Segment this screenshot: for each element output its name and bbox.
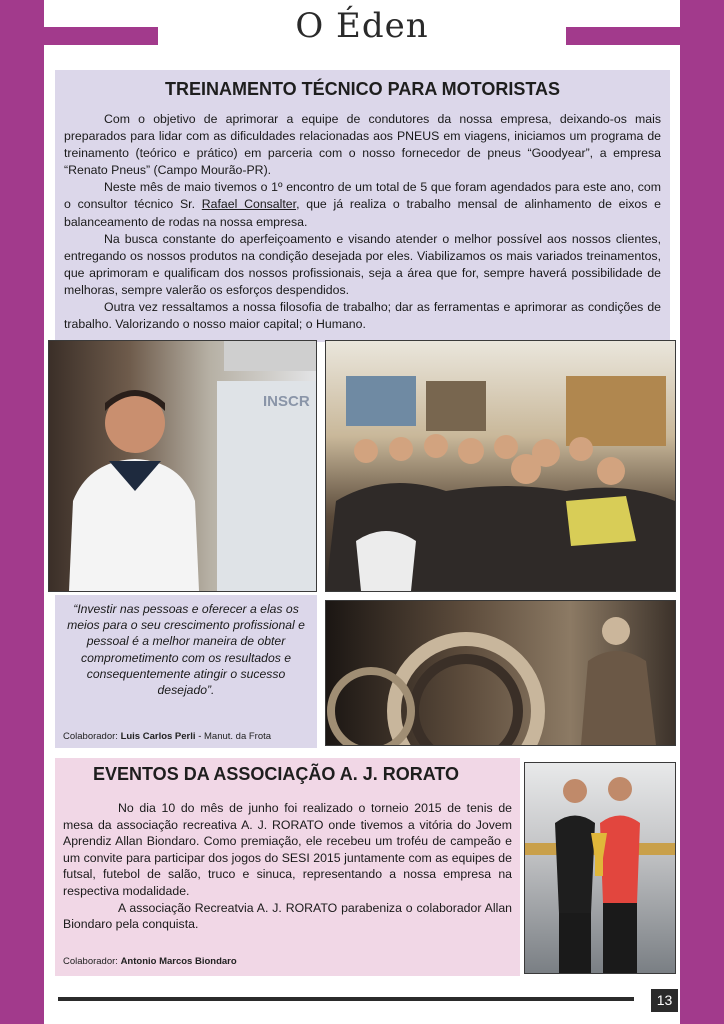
article-title: TREINAMENTO TÉCNICO PARA MOTORISTAS <box>164 79 560 99</box>
audience-illustration <box>326 341 675 591</box>
article-body <box>63 800 512 933</box>
credit-role: - Manut. da Frota <box>198 731 272 742</box>
credit-name: Luis Carlos Perli <box>120 731 196 742</box>
paragraph: A associação Recreatvia A. J. RORATO parabeniza o colaborador Allan Biondaro pela conquista. <box>63 900 512 932</box>
header-bar-right <box>566 27 680 45</box>
page-number: 13 <box>651 989 678 1012</box>
paragraph: Outra vez ressaltamos a nossa filosofia de trabalho; dar as ferramentas e aprimorar as condições de trabalho. Valorizando o nosso maior capital; o Humano. <box>64 300 661 332</box>
paragraph-text: Neste mês de maio tivemos o 1º encontro de um total de 5 que foram agendados para este ano, com o consultor técnico Sr. <box>64 180 661 212</box>
instructor-illustration <box>49 341 316 591</box>
paragraph: Na busca constante do aperfeiçoamento e visando atender o melhor possível aos nossos clientes, entregando os nossos produtos na condição desejada por eles. Viabilizamos os mais variados treinamentos, que aprimoram e qualificam dos nossos profissionais, seja a área que for, sempre haverá possibilidade de melhoras, sempre valerão os esforços despendidos. <box>64 231 661 297</box>
tire-worker-illustration <box>326 601 675 745</box>
photo-instructor <box>48 340 317 592</box>
photo-tire-worker <box>325 600 676 746</box>
article-title: EVENTOS DA ASSOCIAÇÃO A. J. RORATO <box>93 764 460 784</box>
masthead-title: O Éden <box>295 6 429 46</box>
consultant-name: Rafael Consalter <box>201 197 297 212</box>
photo-trophy-winners <box>524 762 676 974</box>
banner-sign-text: INSCR <box>263 393 310 410</box>
photo-audience <box>325 340 676 592</box>
article-events <box>55 758 520 976</box>
credit-line <box>63 956 237 967</box>
article-body <box>64 111 661 333</box>
trophy-winners-illustration <box>525 763 675 973</box>
article-training <box>55 70 670 342</box>
quote-box <box>55 595 317 748</box>
paragraph-text: , que já realiza o trabalho mensal de alinhamento de eixos e balanceamento de rodas na nossa empresa. <box>64 197 661 229</box>
paragraph: No dia 10 do mês de junho foi realizado o torneio 2015 de tenis de mesa da associação recreativa A. J. RORATO onde tivemos a vitória do Jovem Aprendiz Allan Biondaro. Como premiação, ele recebeu um troféu de campeão e um convite para participar dos jogos do SESI 2015 juntamente com as equipes de futsal, futebol de salão, truco e sinuca, representando a nossa empresa na respectiva modalidade. <box>63 801 512 898</box>
quote-text: “Investir nas pessoas e oferecer a elas os meios para o seu crescimento profissional e pessoal é a melhor maneira de obter comprometimento com os resultados e consequentemente atingir o sucesso desejado”. <box>67 602 305 698</box>
left-border-band <box>0 0 44 1024</box>
credit-label: Colaborador: <box>63 956 118 967</box>
paragraph <box>64 179 661 230</box>
credit-name: Antonio Marcos Biondaro <box>120 956 237 967</box>
credit-label: Colaborador: <box>63 731 118 742</box>
footer-rule <box>58 997 634 1001</box>
header-bar-left <box>44 27 158 45</box>
paragraph: Com o objetivo de aprimorar a equipe de condutores da nossa empresa, deixando-os mais preparados para lidar com as dificuldades relacionadas aos PNEUS em viagens, iniciamos um programa de treinamento (teórico e prático) em parceria com o nosso fornecedor de pneus “Goodyear”, a empresa “Renato Pneus” (Campo Mourão-PR). <box>64 112 661 178</box>
right-border-band <box>680 0 724 1024</box>
credit-line <box>63 731 271 742</box>
